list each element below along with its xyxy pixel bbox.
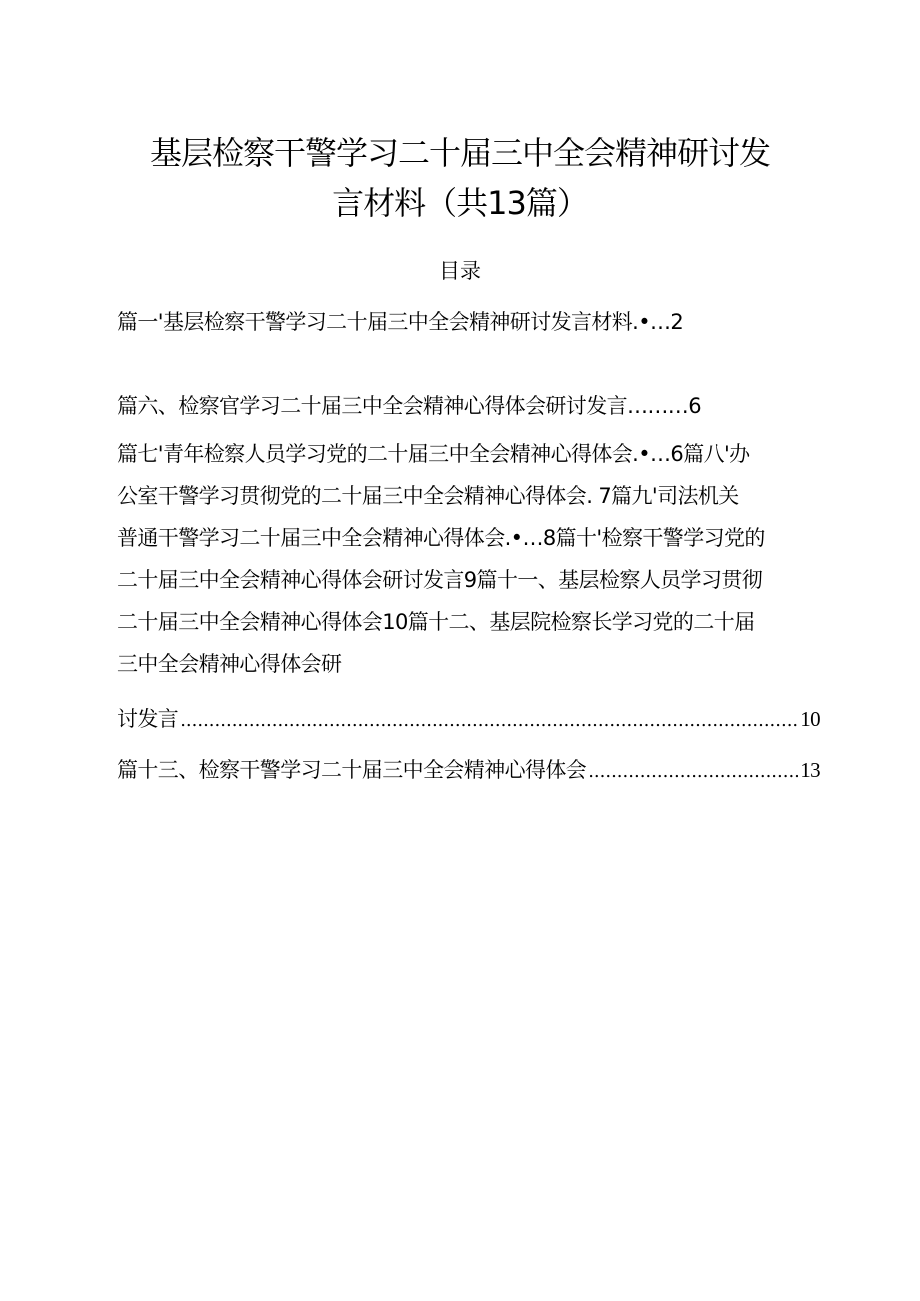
- toc-page-number: 10: [800, 707, 820, 731]
- dot-leader: [588, 756, 798, 788]
- dot-leader: [180, 705, 798, 737]
- toc-run-line: 二十届三中全会精神心得体会研讨发言9篇十一、基层检察人员学习贯彻: [117, 568, 763, 592]
- toc-entry-label: 讨发言: [117, 707, 179, 731]
- toc-run-on-paragraph: [117, 433, 847, 685]
- toc-entry-6: 篇六、检察官学习二十届三中全会精神心得体会研讨发言………6: [117, 394, 701, 418]
- toc-run-line: 公室干警学习贯彻党的二十届三中全会精神心得体会. 7篇九'司法机关: [117, 484, 739, 508]
- toc-run-line: 篇七'青年检察人员学习党的二十届三中全会精神心得体会.•…6篇八'办: [117, 442, 750, 466]
- document-title-line-1: 基层检察干警学习二十届三中全会精神研讨发: [149, 134, 770, 172]
- toc-heading: 目录: [439, 259, 481, 283]
- document-title-line-2: 言材料（共13篇）: [332, 184, 588, 222]
- toc-entry-13: [117, 754, 820, 788]
- toc-entry-1: 篇一'基层检察干警学习二十届三中全会精神研讨发言材料.•…2: [117, 310, 684, 334]
- toc-run-line: 普通干警学习二十届三中全会精神心得体会.•…8篇十'检察干警学习党的: [117, 526, 765, 550]
- toc-entry-label: 篇十三、检察干警学习二十届三中全会精神心得体会: [117, 758, 587, 782]
- toc-run-line: 三中全会精神心得体会研: [117, 652, 342, 676]
- toc-run-line: 二十届三中全会精神心得体会10篇十二、基层院检察长学习党的二十届: [117, 610, 755, 634]
- toc-page-number: 13: [800, 758, 820, 782]
- document-title: [0, 128, 920, 228]
- toc-entry-12-continued: [117, 703, 820, 737]
